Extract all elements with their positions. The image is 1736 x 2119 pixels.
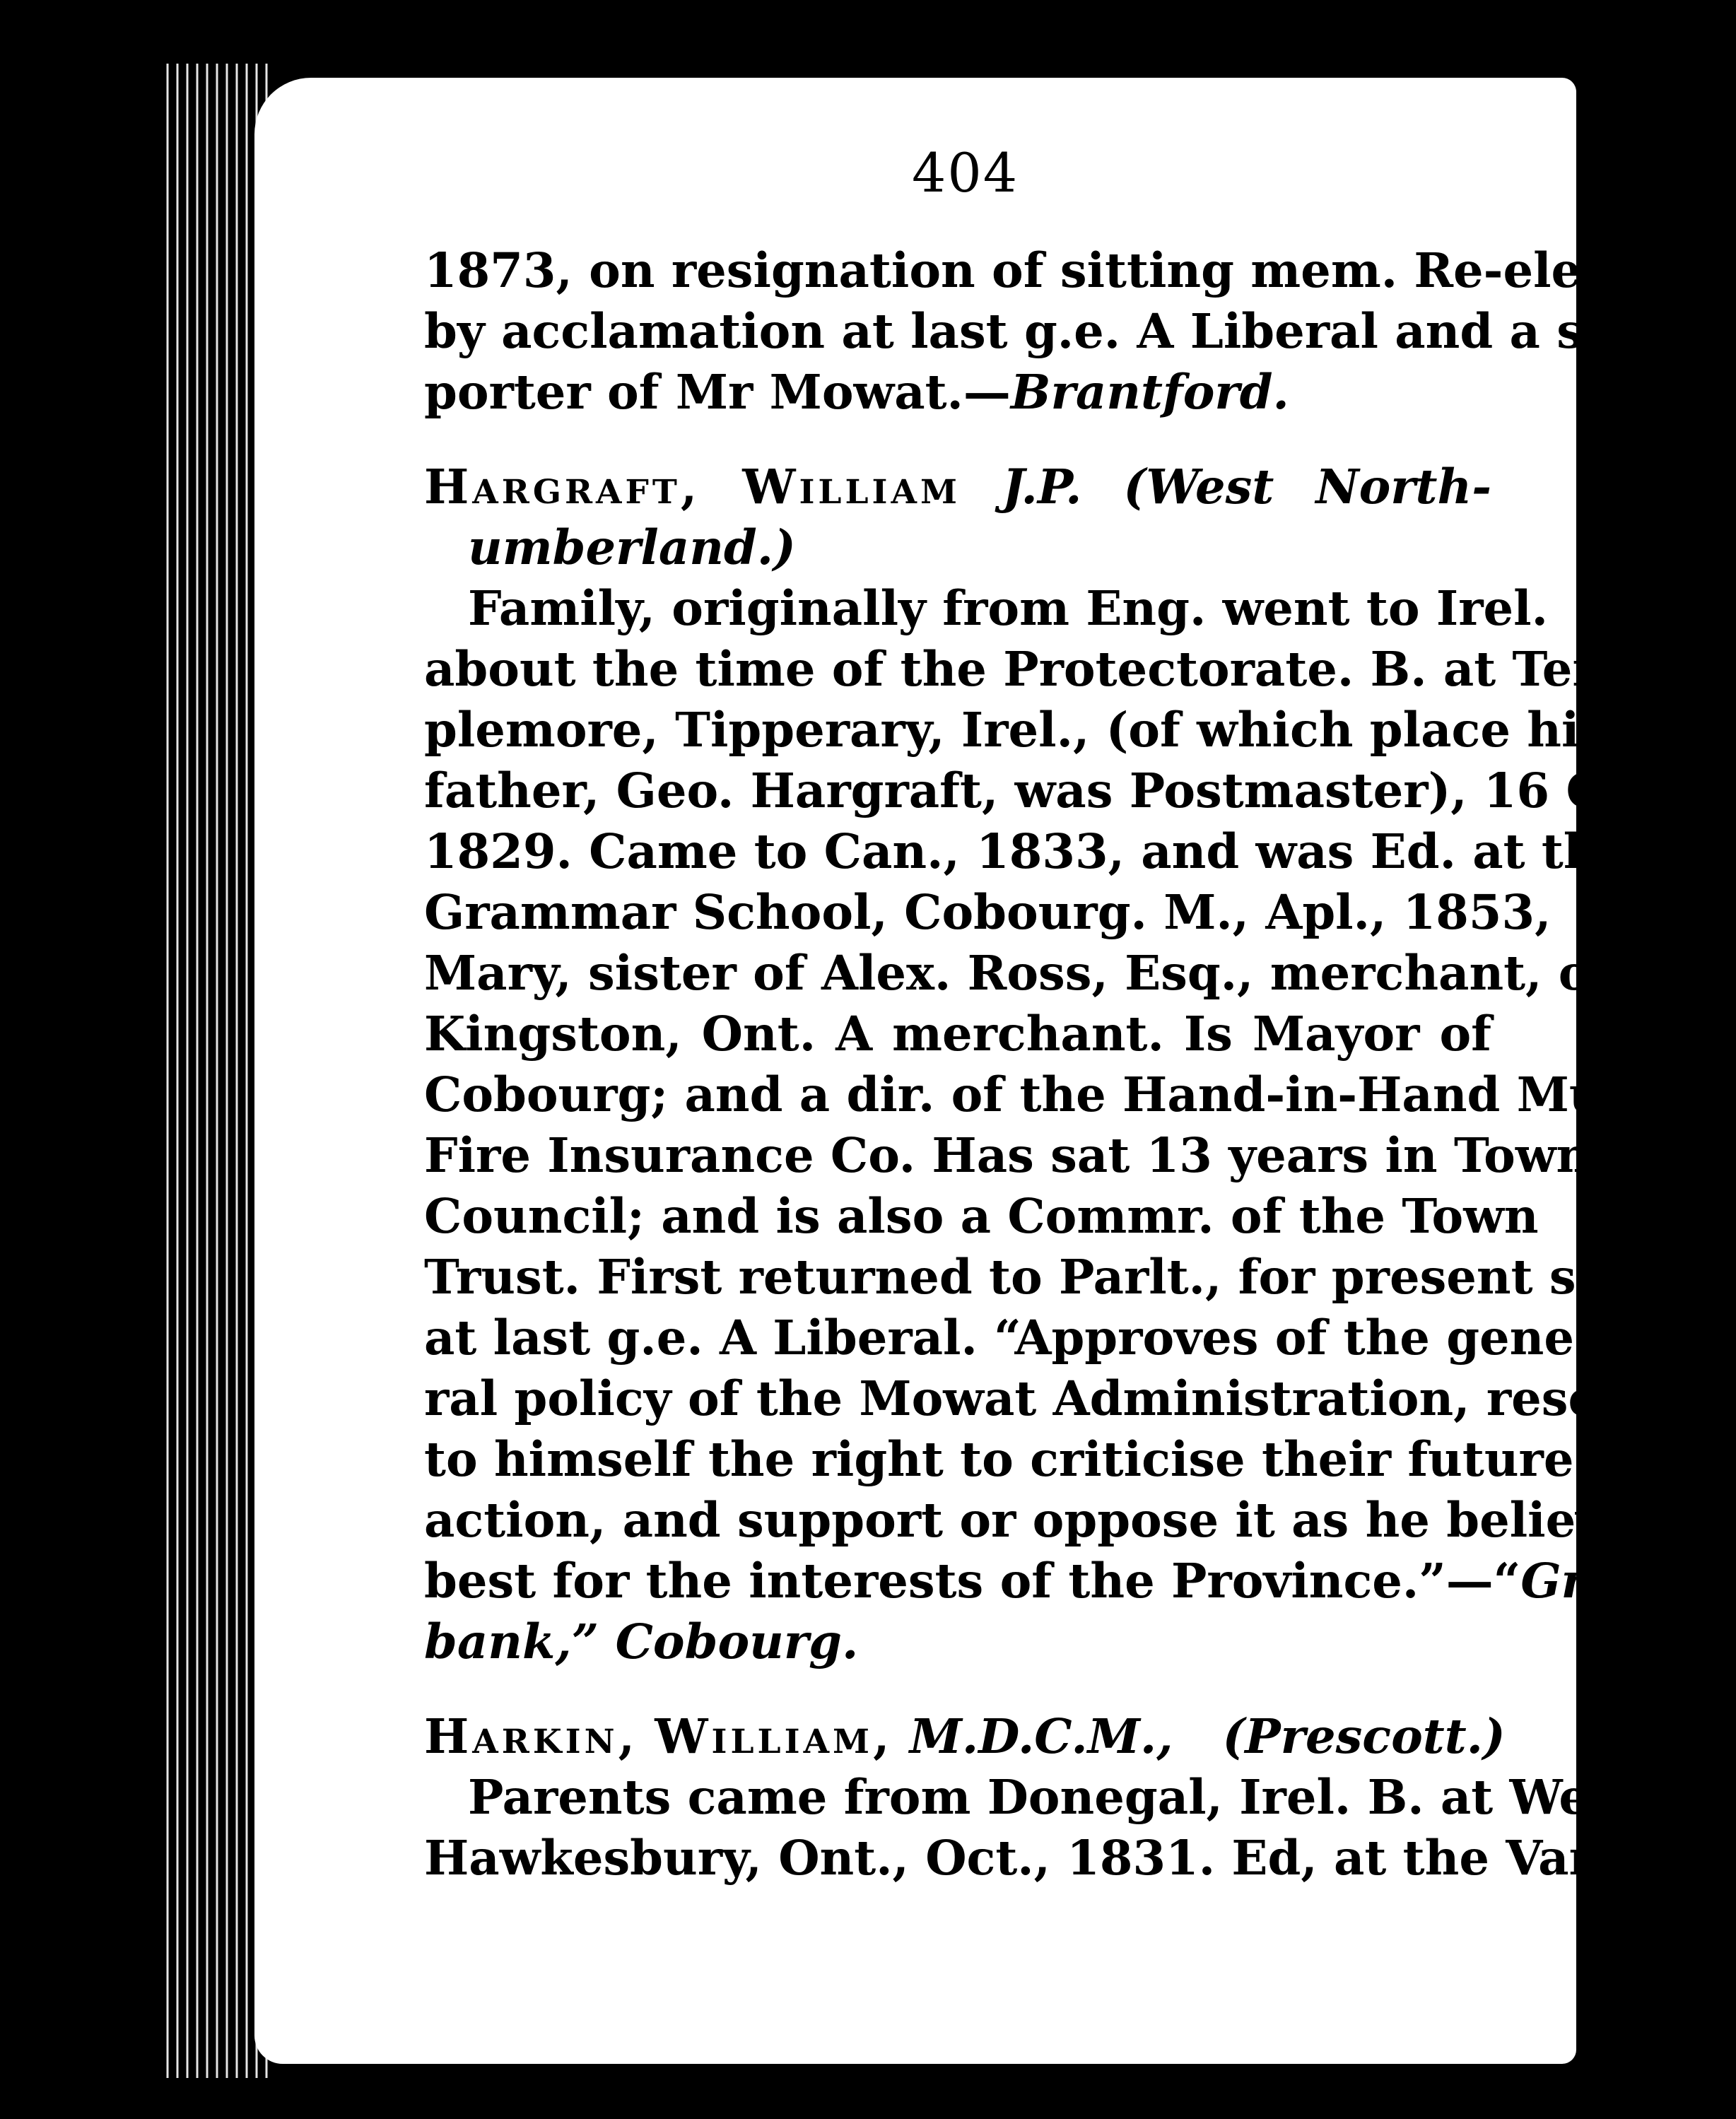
degree: M.D.C.M., xyxy=(909,1708,1173,1764)
given-name: William, xyxy=(655,1708,893,1764)
text-line: about the time of the Protectorate. B. at Tem- xyxy=(424,641,1643,697)
text-line: Council; and is also a Commr. of the Town xyxy=(424,1188,1539,1244)
text-line: plemore, Tipperary, Irel., (of which place his xyxy=(424,702,1607,758)
entry-heading-harkin xyxy=(424,1706,1506,1767)
constituency: (Prescott.) xyxy=(1222,1708,1506,1764)
text-line: 1873, on resignation of sitting mem. Re-elected xyxy=(424,242,1696,298)
text-line: Grammar School, Cobourg. M., Apl., 1853, xyxy=(424,884,1552,940)
surname: Hargraft, xyxy=(424,459,701,515)
text-line: Trust. First returned to Parlt., for present seat xyxy=(424,1249,1659,1305)
text-line: Mary, sister of Alex. Ross, Esq., merchant, of xyxy=(424,945,1611,1001)
text-line: to himself the right to criticise their future xyxy=(424,1431,1574,1487)
text-line: 1829. Came to Can., 1833, and was Ed. at the xyxy=(424,823,1629,879)
text-line: action, and support or oppose it as he believes xyxy=(424,1492,1660,1548)
constituency: (West North- xyxy=(1123,459,1492,515)
text-line xyxy=(424,362,1491,423)
constituency-continued: umberland.) xyxy=(468,520,796,575)
text-line: ral policy of the Mowat Administration, reserving xyxy=(424,1370,1736,1426)
text-fragment: best for the interests of the Province.”—“ xyxy=(424,1553,1521,1609)
page-body xyxy=(424,240,1736,1889)
residence-continued: bank,” Cobourg. xyxy=(424,1614,859,1669)
place-name: Brantford. xyxy=(1010,364,1289,420)
given-name: William xyxy=(742,459,961,515)
text-line: at last g.e. A Liberal. “Approves of the gene- xyxy=(424,1310,1594,1366)
surname: Harkin, xyxy=(424,1708,638,1764)
text-line: Family, originally from Eng. went to Irel. xyxy=(468,580,1548,636)
text-line: Cobourg; and a dir. of the Hand-in-Hand Mutual xyxy=(424,1067,1709,1122)
text-line xyxy=(424,1551,1701,1612)
page-number: 404 xyxy=(912,141,1019,204)
residence-name: Green- xyxy=(1520,1553,1701,1609)
text-line: Hawkesbury, Ont., Oct., 1831. Ed, at the Van- xyxy=(424,1830,1624,1886)
honorific: J.P. xyxy=(1002,459,1082,515)
entry-heading-hargraft xyxy=(424,457,1491,517)
book-spine-edge xyxy=(163,64,269,2078)
text-line: Kingston, Ont. A merchant. Is Mayor of xyxy=(424,1006,1491,1062)
text-line: Fire Insurance Co. Has sat 13 years in Town xyxy=(424,1127,1591,1183)
text-fragment: porter of Mr Mowat.— xyxy=(424,364,1011,420)
text-line: by acclamation at last g.e. A Liberal and a sup- xyxy=(424,303,1671,359)
text-line: Parents came from Donegal, Irel. B. at West xyxy=(468,1769,1638,1825)
text-line: father, Geo. Hargraft, was Postmaster), 16 Oct., xyxy=(424,763,1691,818)
